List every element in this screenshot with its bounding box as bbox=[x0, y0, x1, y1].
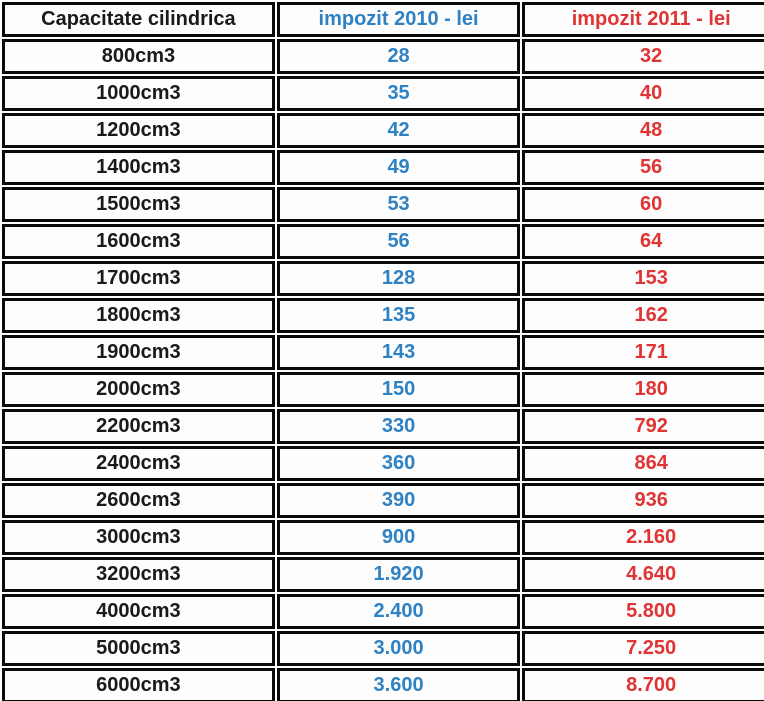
table-row bbox=[2, 76, 764, 111]
tax-2011-cell: 8.700 bbox=[522, 668, 764, 701]
capacity-cell: 1000cm3 bbox=[2, 76, 275, 111]
tax-2010-cell: 900 bbox=[277, 520, 521, 555]
capacity-cell: 1400cm3 bbox=[2, 150, 275, 185]
tax-2010-cell: 330 bbox=[277, 409, 521, 444]
tax-2010-cell: 3.600 bbox=[277, 668, 521, 701]
table-row bbox=[2, 631, 764, 666]
tax-2011-cell: 60 bbox=[522, 187, 764, 222]
tax-2011-cell: 32 bbox=[522, 39, 764, 74]
tax-2010-cell: 28 bbox=[277, 39, 521, 74]
table-row bbox=[2, 372, 764, 407]
table-row bbox=[2, 113, 764, 148]
tax-2011-cell: 48 bbox=[522, 113, 764, 148]
header-impozit-2011: impozit 2011 - lei bbox=[522, 2, 764, 37]
tax-2011-cell: 171 bbox=[522, 335, 764, 370]
capacity-cell: 3200cm3 bbox=[2, 557, 275, 592]
table-row bbox=[2, 224, 764, 259]
header-capacity: Capacitate cilindrica bbox=[2, 2, 275, 37]
table-row bbox=[2, 594, 764, 629]
table-row bbox=[2, 483, 764, 518]
tax-2010-cell: 2.400 bbox=[277, 594, 521, 629]
capacity-cell: 2000cm3 bbox=[2, 372, 275, 407]
header-impozit-2010: impozit 2010 - lei bbox=[277, 2, 521, 37]
tax-2011-cell: 864 bbox=[522, 446, 764, 481]
table-row bbox=[2, 557, 764, 592]
header-row bbox=[2, 2, 764, 37]
tax-2010-cell: 135 bbox=[277, 298, 521, 333]
capacity-cell: 1800cm3 bbox=[2, 298, 275, 333]
table-row bbox=[2, 39, 764, 74]
capacity-cell: 2200cm3 bbox=[2, 409, 275, 444]
capacity-cell: 2400cm3 bbox=[2, 446, 275, 481]
tax-2010-cell: 143 bbox=[277, 335, 521, 370]
tax-2011-cell: 162 bbox=[522, 298, 764, 333]
tax-2011-cell: 56 bbox=[522, 150, 764, 185]
tax-2010-cell: 49 bbox=[277, 150, 521, 185]
table-row bbox=[2, 150, 764, 185]
capacity-cell: 1700cm3 bbox=[2, 261, 275, 296]
capacity-cell: 1500cm3 bbox=[2, 187, 275, 222]
table-body bbox=[2, 39, 764, 701]
tax-2011-cell: 792 bbox=[522, 409, 764, 444]
tax-2011-cell: 64 bbox=[522, 224, 764, 259]
table-row bbox=[2, 520, 764, 555]
tax-2010-cell: 360 bbox=[277, 446, 521, 481]
table-row bbox=[2, 668, 764, 701]
tax-2011-cell: 5.800 bbox=[522, 594, 764, 629]
tax-2011-cell: 40 bbox=[522, 76, 764, 111]
table-row bbox=[2, 298, 764, 333]
table-row bbox=[2, 446, 764, 481]
table-row bbox=[2, 261, 764, 296]
tax-2010-cell: 128 bbox=[277, 261, 521, 296]
tax-2010-cell: 390 bbox=[277, 483, 521, 518]
tax-2010-cell: 42 bbox=[277, 113, 521, 148]
capacity-cell: 1200cm3 bbox=[2, 113, 275, 148]
capacity-cell: 4000cm3 bbox=[2, 594, 275, 629]
capacity-cell: 800cm3 bbox=[2, 39, 275, 74]
tax-2010-cell: 35 bbox=[277, 76, 521, 111]
capacity-cell: 3000cm3 bbox=[2, 520, 275, 555]
capacity-cell: 1900cm3 bbox=[2, 335, 275, 370]
tax-2011-cell: 4.640 bbox=[522, 557, 764, 592]
tax-2010-cell: 150 bbox=[277, 372, 521, 407]
table-row bbox=[2, 409, 764, 444]
capacity-cell: 1600cm3 bbox=[2, 224, 275, 259]
tax-2011-cell: 936 bbox=[522, 483, 764, 518]
tax-2011-cell: 2.160 bbox=[522, 520, 764, 555]
table-row bbox=[2, 187, 764, 222]
tax-2011-cell: 180 bbox=[522, 372, 764, 407]
capacity-cell: 2600cm3 bbox=[2, 483, 275, 518]
capacity-cell: 5000cm3 bbox=[2, 631, 275, 666]
tax-2010-cell: 56 bbox=[277, 224, 521, 259]
tax-2010-cell: 1.920 bbox=[277, 557, 521, 592]
tax-2010-cell: 3.000 bbox=[277, 631, 521, 666]
tax-2011-cell: 7.250 bbox=[522, 631, 764, 666]
capacity-cell: 6000cm3 bbox=[2, 668, 275, 701]
table-row bbox=[2, 335, 764, 370]
tax-2010-cell: 53 bbox=[277, 187, 521, 222]
tax-2011-cell: 153 bbox=[522, 261, 764, 296]
